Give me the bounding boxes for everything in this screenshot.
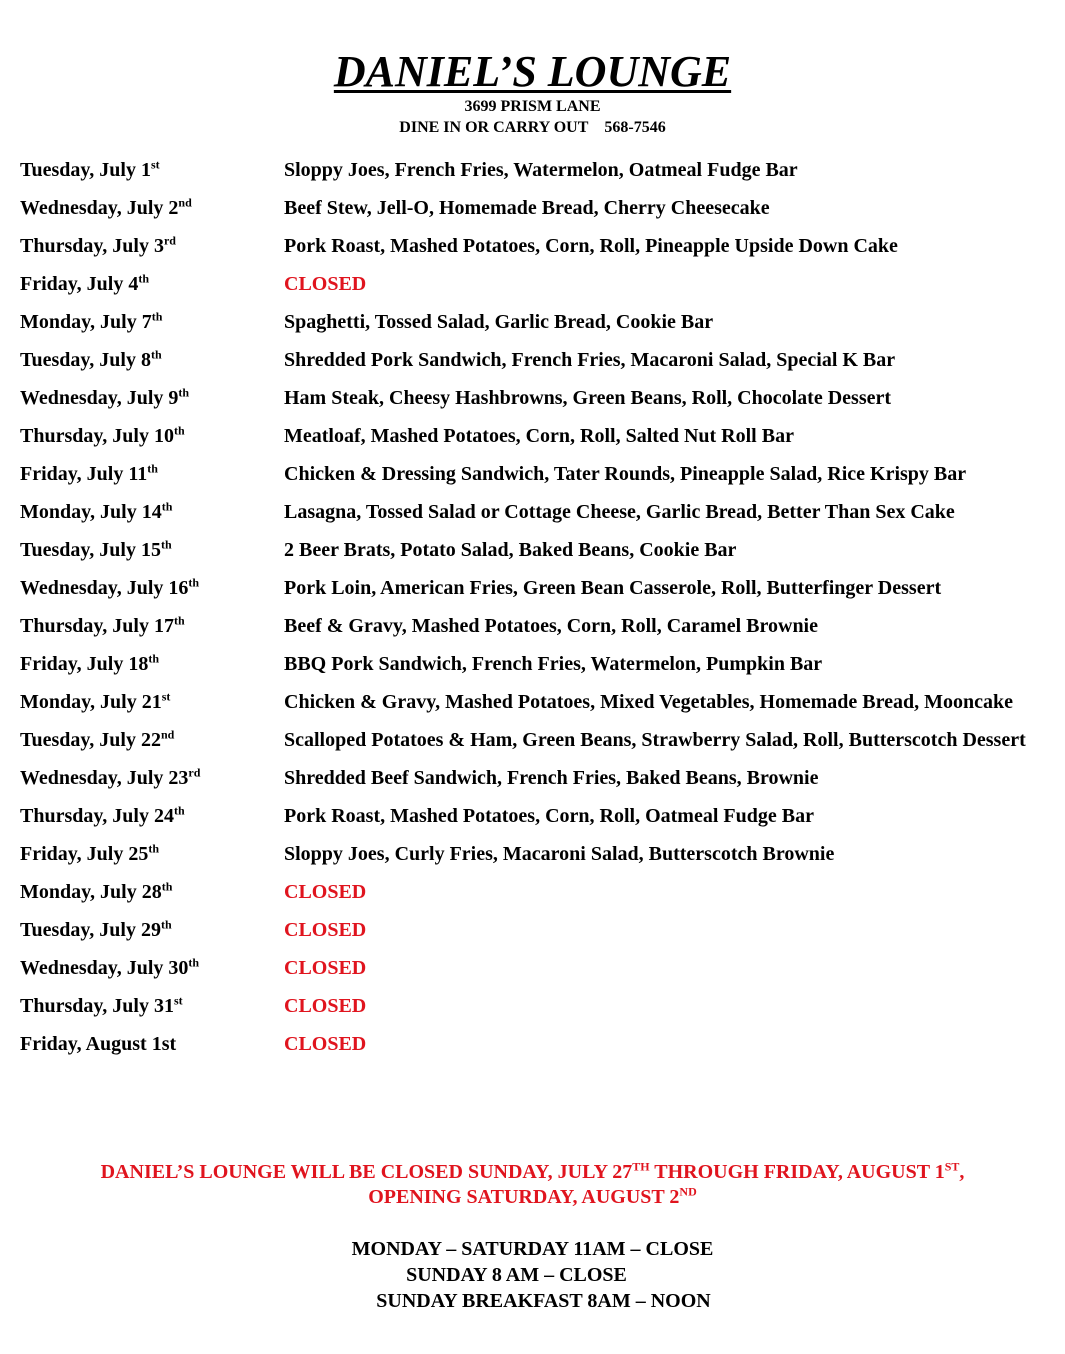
menu-day-text: Friday, August 1st <box>20 1033 177 1055</box>
menu-items: Chicken & Dressing Sandwich, Tater Rounds, Pineapple Salad, Rice Krispy Bar <box>284 463 967 485</box>
menu-day <box>20 424 284 449</box>
menu-day <box>20 918 284 943</box>
menu-day-suffix: st <box>151 157 160 172</box>
menu-day-text: Thursday, July 3 <box>20 235 164 257</box>
menu-day-text: Tuesday, July 29 <box>20 919 161 941</box>
menu-items: Pork Roast, Mashed Potatoes, Corn, Roll, Oatmeal Fudge Bar <box>284 805 814 827</box>
menu-day <box>20 538 284 563</box>
menu-day-suffix: th <box>161 537 172 552</box>
menu-row <box>20 1032 1050 1057</box>
menu-items: Meatloaf, Mashed Potatoes, Corn, Roll, Salted Nut Roll Bar <box>284 425 794 447</box>
business-hours <box>0 1236 1065 1314</box>
notice-sup: TH <box>632 1159 650 1174</box>
menu-items: Pork Loin, American Fries, Green Bean Casserole, Roll, Butterfinger Dessert <box>284 577 942 599</box>
menu-items: Sloppy Joes, Curly Fries, Macaroni Salad, Butterscotch Brownie <box>284 843 835 865</box>
menu-row <box>20 234 1050 259</box>
menu-day-suffix: th <box>151 347 162 362</box>
menu-row <box>20 728 1050 753</box>
menu-day-suffix: th <box>161 499 173 514</box>
service-line <box>0 117 1065 138</box>
menu-day-suffix: th <box>161 879 173 894</box>
menu-day-text: Wednesday, July 16 <box>20 577 189 599</box>
menu-row <box>20 804 1050 829</box>
notice-sup: ND <box>679 1184 697 1199</box>
menu-day-suffix: th <box>178 385 190 400</box>
menu-row <box>20 652 1050 677</box>
menu-day-text: Tuesday, July 1 <box>20 159 151 181</box>
notice-text: OPENING SATURDAY, AUGUST 2 <box>368 1186 680 1208</box>
menu-day <box>20 614 284 639</box>
menu-day-suffix: th <box>173 423 185 438</box>
menu-row <box>20 500 1050 525</box>
closed-label: CLOSED <box>284 919 367 941</box>
menu-items: Pork Roast, Mashed Potatoes, Corn, Roll, Pineapple Upside Down Cake <box>284 235 898 257</box>
menu-day-text: Monday, July 28 <box>20 881 162 903</box>
menu-row <box>20 690 1050 715</box>
menu-day <box>20 196 284 221</box>
menu-items: 2 Beer Brats, Potato Salad, Baked Beans, Cookie Bar <box>284 539 737 561</box>
menu-day <box>20 386 284 411</box>
menu-items: Lasagna, Tossed Salad or Cottage Cheese, Garlic Bread, Better Than Sex Cake <box>284 501 955 523</box>
menu-row <box>20 158 1050 183</box>
menu-day-suffix: nd <box>178 195 192 210</box>
menu-day <box>20 956 284 981</box>
closure-notice-line1 <box>0 1160 1065 1185</box>
notice-text: DANIEL’S LOUNGE WILL BE CLOSED SUNDAY, JULY 27 <box>100 1161 633 1183</box>
menu-row <box>20 918 1050 943</box>
menu-day <box>20 310 284 335</box>
menu-row <box>20 272 1050 297</box>
closed-label: CLOSED <box>284 957 367 979</box>
menu-day-text: Wednesday, July 23 <box>20 767 189 789</box>
menu-day-text: Friday, July 25 <box>20 843 149 865</box>
page-title: DANIEL’S LOUNGE <box>333 47 732 96</box>
menu-day-text: Wednesday, July 9 <box>20 387 179 409</box>
menu-items: Spaghetti, Tossed Salad, Garlic Bread, Cookie Bar <box>284 311 714 333</box>
menu-row <box>20 880 1050 905</box>
menu-row <box>20 614 1050 639</box>
menu-row <box>20 196 1050 221</box>
menu-items: Scalloped Potatoes & Ham, Green Beans, Strawberry Salad, Roll, Butterscotch Dessert <box>284 729 1026 751</box>
menu-day-suffix: st <box>161 689 171 704</box>
menu-day-suffix: rd <box>163 233 176 248</box>
notice-text: , <box>959 1161 965 1183</box>
menu-day <box>20 272 284 297</box>
menu-day-suffix: th <box>147 461 158 476</box>
hours-sunday: SUNDAY 8 AM – CLOSE <box>406 1264 627 1286</box>
closure-notice-line2 <box>0 1185 1065 1210</box>
menu-day <box>20 1032 284 1057</box>
hours-weekday: MONDAY – SATURDAY 11AM – CLOSE <box>351 1238 714 1260</box>
menu-day-text: Thursday, July 24 <box>20 805 174 827</box>
menu-day <box>20 994 284 1019</box>
menu-row <box>20 956 1050 981</box>
address: 3699 PRISM LANE <box>464 98 601 115</box>
menu-day-text: Tuesday, July 22 <box>20 729 161 751</box>
menu-day-suffix: th <box>173 803 185 818</box>
menu-list <box>20 158 1050 1070</box>
closed-label: CLOSED <box>284 881 367 903</box>
menu-day-suffix: th <box>151 309 163 324</box>
menu-items: Beef & Gravy, Mashed Potatoes, Corn, Roll, Caramel Brownie <box>284 615 818 637</box>
menu-day-suffix: st <box>173 993 183 1008</box>
menu-row <box>20 462 1050 487</box>
menu-day-suffix: rd <box>188 765 201 780</box>
menu-day <box>20 348 284 373</box>
menu-day-suffix: th <box>148 841 160 856</box>
closed-label: CLOSED <box>284 1033 367 1055</box>
menu-day-suffix: nd <box>161 727 175 742</box>
closure-notice <box>0 1160 1065 1210</box>
menu-day <box>20 804 284 829</box>
menu-day-text: Wednesday, July 2 <box>20 197 179 219</box>
menu-day-suffix: th <box>173 613 185 628</box>
menu-day-text: Friday, July 4 <box>20 273 139 295</box>
menu-items: BBQ Pork Sandwich, French Fries, Watermelon, Pumpkin Bar <box>284 653 823 675</box>
menu-day-text: Wednesday, July 30 <box>20 957 189 979</box>
menu-day-text: Monday, July 21 <box>20 691 162 713</box>
menu-day-text: Thursday, July 10 <box>20 425 174 447</box>
menu-day <box>20 576 284 601</box>
menu-items: Beef Stew, Jell-O, Homemade Bread, Cherry Cheesecake <box>284 197 770 219</box>
menu-items: Sloppy Joes, French Fries, Watermelon, Oatmeal Fudge Bar <box>284 159 798 181</box>
menu-day-text: Tuesday, July 8 <box>20 349 151 371</box>
page-header <box>0 0 1065 138</box>
menu-row <box>20 766 1050 791</box>
closed-label: CLOSED <box>284 995 367 1017</box>
notice-sup: ST <box>944 1159 960 1174</box>
menu-day-text: Tuesday, July 15 <box>20 539 161 561</box>
menu-day <box>20 842 284 867</box>
menu-day-text: Monday, July 7 <box>20 311 152 333</box>
hours-breakfast: SUNDAY BREAKFAST 8AM – NOON <box>376 1290 711 1312</box>
menu-row <box>20 310 1050 335</box>
menu-row <box>20 348 1050 373</box>
menu-day <box>20 690 284 715</box>
phone-number: 568-7546 <box>604 119 666 136</box>
menu-day-suffix: th <box>161 917 172 932</box>
menu-day <box>20 728 284 753</box>
menu-day-text: Friday, July 11 <box>20 463 148 485</box>
closed-label: CLOSED <box>284 273 367 295</box>
menu-day-suffix: th <box>138 271 150 286</box>
menu-row <box>20 386 1050 411</box>
menu-day <box>20 500 284 525</box>
menu-row <box>20 424 1050 449</box>
menu-items: Chicken & Gravy, Mashed Potatoes, Mixed Vegetables, Homemade Bread, Mooncake <box>284 691 1014 713</box>
menu-day-text: Thursday, July 17 <box>20 615 174 637</box>
service-text: DINE IN OR CARRY OUT <box>399 119 589 136</box>
menu-day <box>20 462 284 487</box>
menu-row <box>20 576 1050 601</box>
menu-day <box>20 234 284 259</box>
menu-day <box>20 158 284 183</box>
menu-day-suffix: th <box>188 575 200 590</box>
notice-text: THROUGH FRIDAY, AUGUST 1 <box>649 1161 945 1183</box>
menu-items: Shredded Beef Sandwich, French Fries, Baked Beans, Brownie <box>284 767 819 789</box>
menu-day-text: Monday, July 14 <box>20 501 162 523</box>
menu-row <box>20 994 1050 1019</box>
menu-items: Shredded Pork Sandwich, French Fries, Macaroni Salad, Special K Bar <box>284 349 896 371</box>
menu-row <box>20 538 1050 563</box>
menu-day-suffix: th <box>148 651 160 666</box>
menu-row <box>20 842 1050 867</box>
menu-day-text: Friday, July 18 <box>20 653 149 675</box>
menu-day-text: Thursday, July 31 <box>20 995 174 1017</box>
menu-day-suffix: th <box>188 955 200 970</box>
menu-day <box>20 652 284 677</box>
menu-day <box>20 880 284 905</box>
menu-day <box>20 766 284 791</box>
menu-items: Ham Steak, Cheesy Hashbrowns, Green Beans, Roll, Chocolate Dessert <box>284 387 892 409</box>
